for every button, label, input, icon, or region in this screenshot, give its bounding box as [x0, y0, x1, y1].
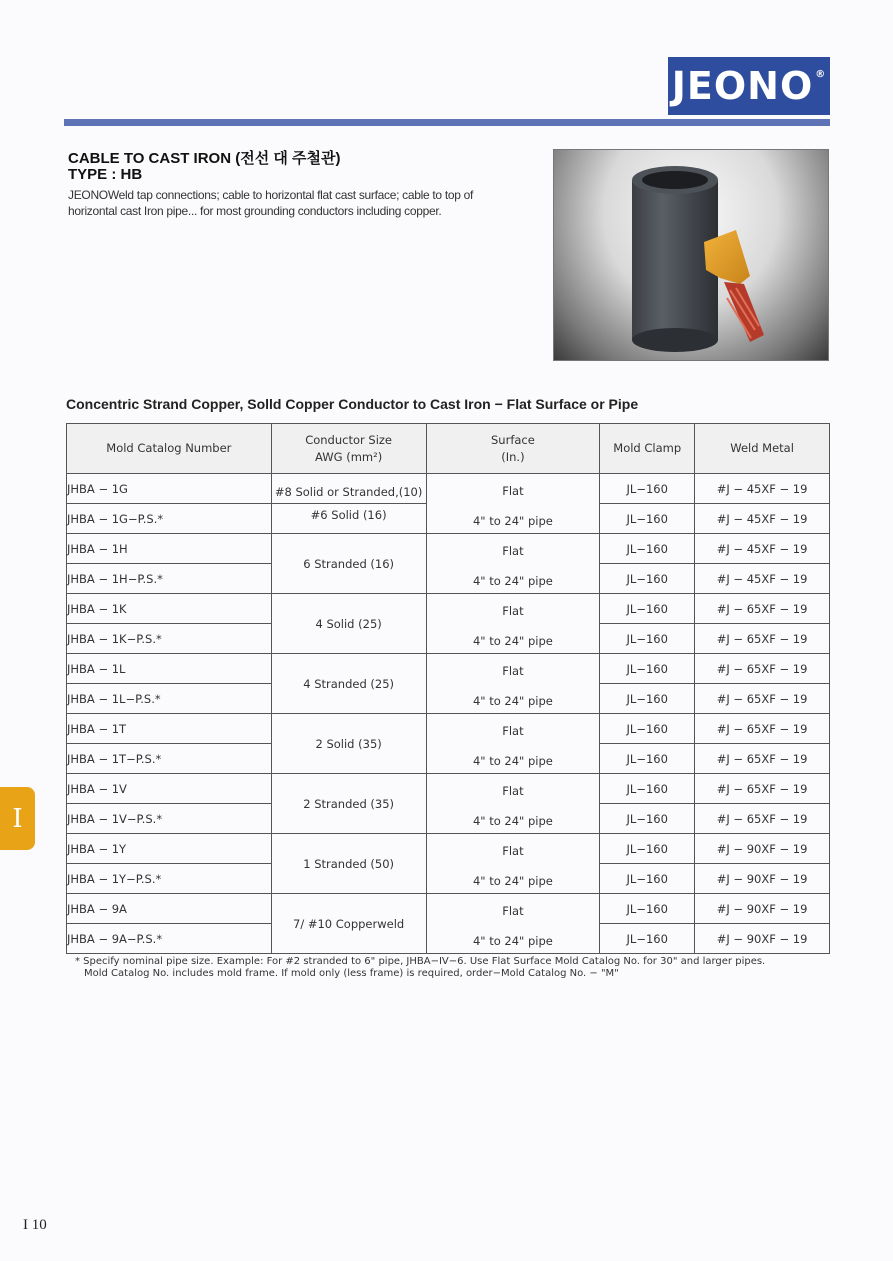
surface-cell	[426, 834, 600, 894]
surface-pipe: 4" to 24" pipe	[472, 933, 553, 948]
surface-flat: Flat	[502, 723, 524, 738]
catalog-cell: JHBA − 1K	[67, 594, 272, 624]
surface-cell	[426, 894, 600, 954]
metal-cell: #J − 90XF − 19	[695, 894, 830, 924]
surface-flat: Flat	[502, 843, 524, 858]
clamp-cell: JL−160	[600, 834, 695, 864]
metal-cell: #J − 45XF − 19	[695, 474, 830, 504]
page-title: CABLE TO CAST IRON (전선 대 주철관)	[68, 150, 341, 167]
clamp-cell: JL−160	[600, 864, 695, 894]
clamp-cell: JL−160	[600, 804, 695, 834]
metal-cell: #J − 45XF − 19	[695, 504, 830, 534]
size-cell: 4 Solid (25)	[271, 594, 426, 654]
catalog-cell: JHBA − 1L	[67, 654, 272, 684]
header-weld-metal: Weld Metal	[695, 424, 830, 474]
footnote-line-2: Mold Catalog No. includes mold frame. If mold only (less frame) is required, order−Mold Catalog No. − "M"	[84, 968, 619, 979]
surface-pipe: 4" to 24" pipe	[472, 693, 553, 708]
surface-pipe: 4" to 24" pipe	[472, 633, 553, 648]
registered-mark: ®	[815, 68, 827, 80]
metal-cell: #J − 45XF − 19	[695, 534, 830, 564]
size-cell: #6 Solid (16)	[271, 504, 426, 534]
pipe-bottom	[632, 328, 718, 352]
surface-cell	[426, 654, 600, 714]
surface-cell	[426, 534, 600, 594]
description-line-2: horizontal cast Iron pipe... for most grounding conductors including copper.	[68, 204, 442, 218]
clamp-cell: JL−160	[600, 714, 695, 744]
header-conductor-size: Conductor Size AWG (mm²)	[271, 424, 426, 474]
catalog-cell: JHBA − 1H	[67, 534, 272, 564]
surface-flat: Flat	[502, 543, 524, 558]
catalog-cell: JHBA − 1Y	[67, 834, 272, 864]
metal-cell: #J − 65XF − 19	[695, 804, 830, 834]
size-cell: 2 Stranded (35)	[271, 774, 426, 834]
clamp-cell: JL−160	[600, 594, 695, 624]
catalog-cell: JHBA − 1G−P.S.*	[67, 504, 272, 534]
catalog-cell: JHBA − 1T	[67, 714, 272, 744]
table-row	[67, 534, 830, 564]
metal-cell: #J − 90XF − 19	[695, 834, 830, 864]
description-line-1: JEONOWeld tap connections; cable to horizontal flat cast surface; cable to top of	[68, 188, 474, 202]
page-number: I 10	[23, 1217, 47, 1233]
clamp-cell: JL−160	[600, 654, 695, 684]
size-cell: 6 Stranded (16)	[271, 534, 426, 594]
type-label: TYPE : HB	[68, 166, 143, 183]
clamp-cell: JL−160	[600, 924, 695, 954]
surface-pipe: 4" to 24" pipe	[472, 873, 553, 888]
catalog-cell: JHBA − 1K−P.S.*	[67, 624, 272, 654]
catalog-cell: JHBA − 1L−P.S.*	[67, 684, 272, 714]
clamp-cell: JL−160	[600, 534, 695, 564]
metal-cell: #J − 65XF − 19	[695, 624, 830, 654]
clamp-cell: JL−160	[600, 624, 695, 654]
metal-cell: #J − 65XF − 19	[695, 774, 830, 804]
catalog-cell: JHBA − 1H−P.S.*	[67, 564, 272, 594]
surface-flat: Flat	[502, 903, 524, 918]
header-mold-clamp: Mold Clamp	[600, 424, 695, 474]
metal-cell: #J − 65XF − 19	[695, 684, 830, 714]
catalog-table	[66, 423, 830, 954]
table-row	[67, 474, 830, 504]
header-rule	[64, 119, 830, 126]
metal-cell: #J − 90XF − 19	[695, 924, 830, 954]
clamp-cell: JL−160	[600, 474, 695, 504]
table-row	[67, 894, 830, 924]
description	[68, 187, 518, 219]
pipe-opening	[642, 171, 708, 189]
clamp-cell: JL−160	[600, 504, 695, 534]
clamp-cell: JL−160	[600, 894, 695, 924]
clamp-cell: JL−160	[600, 564, 695, 594]
surface-flat: Flat	[502, 663, 524, 678]
catalog-cell: JHBA − 1Y−P.S.*	[67, 864, 272, 894]
catalog-cell: JHBA − 9A−P.S.*	[67, 924, 272, 954]
table-row	[67, 654, 830, 684]
surface-pipe: 4" to 24" pipe	[472, 573, 553, 588]
metal-cell: #J − 65XF − 19	[695, 744, 830, 774]
catalog-cell: JHBA − 1V−P.S.*	[67, 804, 272, 834]
footnote	[75, 956, 815, 980]
chapter-tab: I	[0, 787, 35, 850]
metal-cell: #J − 65XF − 19	[695, 654, 830, 684]
table-header-row	[67, 424, 830, 474]
metal-cell: #J − 45XF − 19	[695, 564, 830, 594]
logo-text: JEONO	[671, 64, 814, 108]
size-cell: #8 Solid or Stranded,(10)	[271, 474, 426, 504]
clamp-cell: JL−160	[600, 774, 695, 804]
header-surface: Surface (In.)	[426, 424, 600, 474]
catalog-cell: JHBA − 1V	[67, 774, 272, 804]
size-cell: 1 Stranded (50)	[271, 834, 426, 894]
pipe-connector-illustration	[554, 150, 828, 360]
catalog-cell: JHBA − 1T−P.S.*	[67, 744, 272, 774]
clamp-cell: JL−160	[600, 684, 695, 714]
catalog-cell: JHBA − 1G	[67, 474, 272, 504]
metal-cell: #J − 65XF − 19	[695, 714, 830, 744]
surface-cell: Flat 4" to 24" pipe	[426, 474, 600, 534]
clamp-cell: JL−160	[600, 744, 695, 774]
product-photo	[553, 149, 829, 361]
footnote-line-1: * Specify nominal pipe size. Example: For #2 stranded to 6" pipe, JHBA−IV−6. Use Flat Surface Mold Catalog No. for 30" and larger pipes.	[75, 956, 766, 967]
catalog-cell: JHBA − 9A	[67, 894, 272, 924]
surface-cell	[426, 774, 600, 834]
table-row	[67, 774, 830, 804]
section-title: Concentric Strand Copper, Solld Copper Conductor to Cast Iron − Flat Surface or Pipe	[66, 396, 639, 412]
size-cell: 2 Solid (35)	[271, 714, 426, 774]
surface-cell	[426, 714, 600, 774]
size-cell: 7/ #10 Copperweld	[271, 894, 426, 954]
surface-cell	[426, 594, 600, 654]
surface-pipe: 4" to 24" pipe	[472, 753, 553, 768]
metal-cell: #J − 65XF − 19	[695, 594, 830, 624]
table-row	[67, 594, 830, 624]
table-row	[67, 834, 830, 864]
metal-cell: #J − 90XF − 19	[695, 864, 830, 894]
table-row	[67, 714, 830, 744]
jeono-logo	[668, 57, 830, 115]
size-cell: 4 Stranded (25)	[271, 654, 426, 714]
pipe-body	[632, 180, 718, 340]
surface-flat: Flat	[502, 783, 524, 798]
header-catalog: Mold Catalog Number	[67, 424, 272, 474]
surface-pipe: 4" to 24" pipe	[472, 813, 553, 828]
surface-flat: Flat	[502, 603, 524, 618]
